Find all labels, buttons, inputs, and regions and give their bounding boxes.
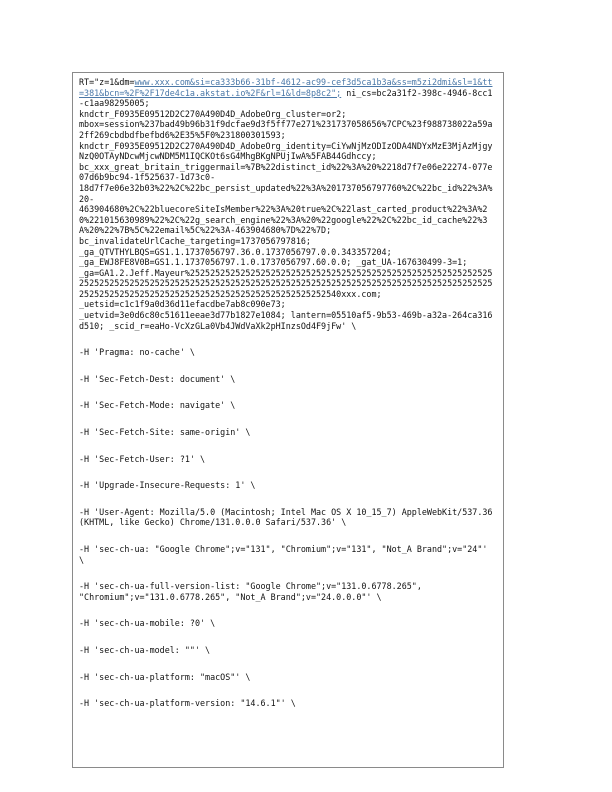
request-header-line: -H 'sec-ch-ua-platform: "macOS"' \ <box>79 671 251 682</box>
cookie-line: _uetsid=c1c1f9a0d36d11efacdbe7ab8c090e73; <box>79 299 286 310</box>
request-header-line: -H 'Sec-Fetch-User: ?1' \ <box>79 453 206 464</box>
document-content <box>73 73 503 709</box>
cookie-line: mbox=session%237bad49b96b31f9dcfae9d3f5ff77e271%231737058656%7CPC%23f988738022a59a2ff269cbdbdfbefbd6%2E35%5F0%231800301593; <box>79 119 493 140</box>
cookie-line: ni_cs=bc2a31f2-398c-4946-8cc1-c1aa98295005; <box>79 87 493 109</box>
request-header-line: -H 'sec-ch-ua-full-version-list: "Google Chrome";v="131.0.6778.265", "Chromium";v="131.0.6778.265", "Not_A Brand";v="24.0.0.0"' \ <box>79 581 427 602</box>
request-header-line: -H 'User-Agent: Mozilla/5.0 (Macintosh; Intel Mac OS X 10_15_7) AppleWebKit/537.36 (KHTML, like Gecko) Chrome/131.0.0.0 Safari/537.36' \ <box>79 506 498 528</box>
request-header-line: -H 'Upgrade-Insecure-Requests: 1' \ <box>79 480 256 491</box>
request-header-line: -H 'Sec-Fetch-Dest: document' \ <box>79 373 236 384</box>
cookie-line: _uetvid=3e0d6c80c51611eeae3d77b1827e1084; lantern=05510af5-9b53-469b-a32a-264ca316d510; _scid_r=eaHo-VcXzGLa0Vb4JWdVaXk2pHInzsOd4F9jFw' \ <box>79 310 493 331</box>
request-header-line: -H 'Sec-Fetch-Site: same-origin' \ <box>79 427 251 438</box>
request-header-line: -H 'sec-ch-ua: "Google Chrome";v="131", "Chromium";v="131", "Not_A Brand";v="24"' \ <box>79 544 493 565</box>
cookie-domain-link[interactable]: www.xxx.com&si=ca333b66-31bf-4612-ac99-cef3d5ca1b3a&ss=m5zi2dmi&sl=1&tt=381&bcn=%2F%2F17de4c1a.akstat.io%2F&rl=1&ld=8p8c2"; <box>79 77 493 98</box>
cookie-line: bc_xxx_great_britain_triggermail=%7B%22distinct_id%22%3A%20%2218d7f7e06e22274-077e07d6b9bc94-1f525637-1d73c0- <box>79 161 493 183</box>
document-page <box>72 72 504 768</box>
request-header-line: -H 'Sec-Fetch-Mode: navigate' \ <box>79 400 236 411</box>
cookie-line: _ga_EWJ8FE8V0B=GS1.1.1737056797.1.0.1737056797.60.0.0; _gat_UA-167630499-3=1; <box>79 257 468 268</box>
request-header-line: -H 'sec-ch-ua-mobile: ?0' \ <box>79 618 216 629</box>
cookie-line: bc_invalidateUrlCache_targeting=1737056797816; <box>79 235 311 246</box>
request-header-line: -H 'sec-ch-ua-platform-version: "14.6.1"' \ <box>79 698 296 709</box>
cookie-prefix: RT="z=1&dm= <box>79 77 135 87</box>
cookie-line: kndctr_F0935E09512D2C270A490D4D_AdobeOrg_cluster=or2; <box>79 108 347 119</box>
cookie-line: _ga_QTVTHYLBQS=GS1.1.1737056797.36.0.1737056797.0.0.343357204; <box>79 246 392 257</box>
cookie-line: 18d7f7e06e32b03%22%2C%22bc_persist_updated%22%3A%201737056797760%2C%22bc_id%22%3A%20- <box>79 182 493 204</box>
request-header-line: -H 'Pragma: no-cache' \ <box>79 347 195 358</box>
cookie-header-value <box>79 77 497 331</box>
request-header-line: -H 'sec-ch-ua-model: ""' \ <box>79 644 211 655</box>
cookie-line: kndctr_F0935E09512D2C270A490D4D_AdobeOrg_identity=CiYwNjMzODIzODA4NDYxMzE3MjAzMjgyNzQ0OTAyNDcwMjcwNDM5M1IQCKOt6sG4MhgBKgNPUjIwA%5FAB44Gdhccy; <box>79 140 493 162</box>
cookie-line: 463904680%2C%22bluecoreSiteIsMember%22%3A%20true%2C%22last_carted_product%22%3A%20%221015630989%22%2C%22g_search_engine%22%3A%20%22google%22%2C%22bc_id_cache%22%3A%20%22%7B%5C%22email%5C%22%3A-463904680%7D%22%7D; <box>79 204 488 236</box>
cookie-line: _ga=GA1.2.Jeff.Mayeur%25252525252525252525252525252525252525252525252525252525252525252525252525252525252525252525252525252525252525252525252525252525252525252525252525252525252525252525252525252525252525252525252540xxx.com; <box>79 267 493 299</box>
